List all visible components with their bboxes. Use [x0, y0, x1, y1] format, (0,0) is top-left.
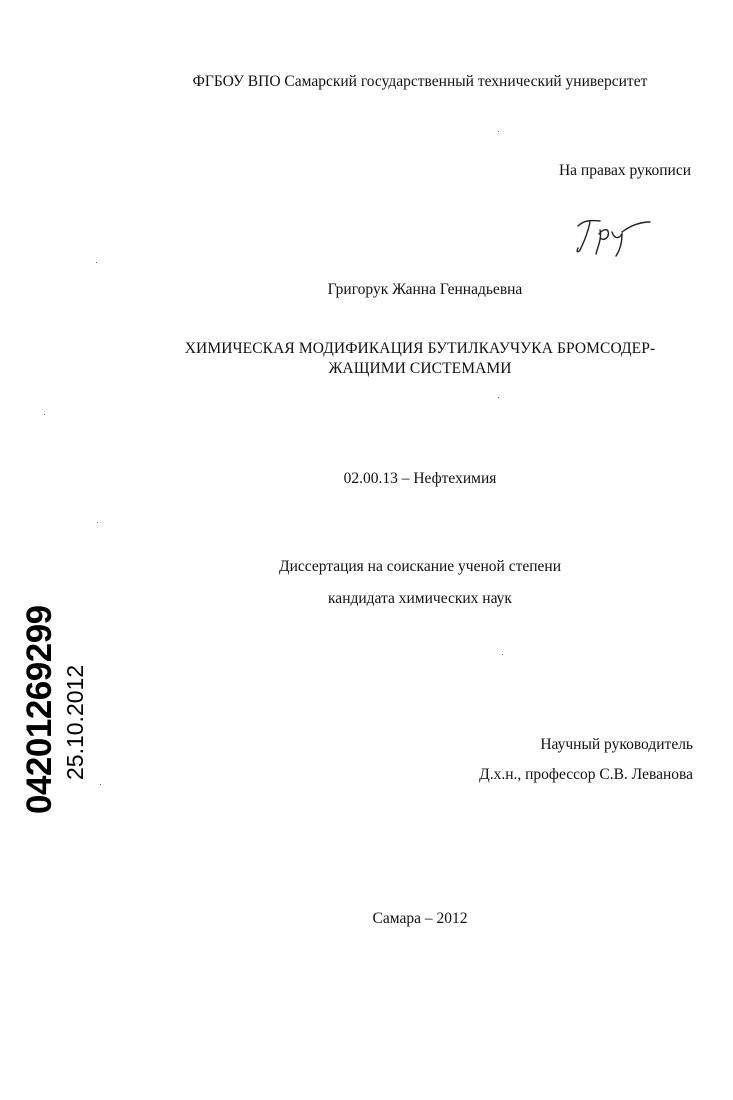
dissertation-title-line-2: ЖАЩИМИ СИСТЕМАМИ [328, 360, 512, 377]
stamp-date: 25.10.2012 [62, 664, 88, 780]
library-stamp [22, 598, 100, 814]
dissertation-title-line-1: ХИМИЧЕСКАЯ МОДИФИКАЦИЯ БУТИЛКАУЧУКА БРОМСОДЕР- [184, 340, 656, 357]
scan-speck [100, 784, 101, 785]
scan-speck [498, 131, 499, 132]
city-year: Самара – 2012 [372, 910, 468, 927]
manuscript-rights-note: На правах рукописи [558, 162, 691, 179]
scan-speck [498, 397, 499, 398]
author-signature [572, 212, 654, 258]
stamp-number: 04201269299 [20, 605, 59, 814]
degree-line-1: Диссертация на соискание ученой степени [279, 558, 561, 575]
advisor-label: Научный руководитель [540, 736, 693, 753]
scan-speck [502, 654, 503, 655]
author-name: Григорук Жанна Геннадьевна [327, 281, 523, 298]
scan-speck [97, 522, 98, 523]
degree-line-2: кандидата химических наук [328, 590, 512, 607]
scan-speck [44, 414, 45, 415]
institution-name: ФГБОУ ВПО Самарский государственный технический университет [192, 73, 648, 90]
advisor-name: Д.х.н., профессор С.В. Леванова [479, 766, 693, 783]
specialty-code: 02.00.13 – Нефтехимия [343, 470, 497, 487]
scan-speck [96, 262, 97, 263]
